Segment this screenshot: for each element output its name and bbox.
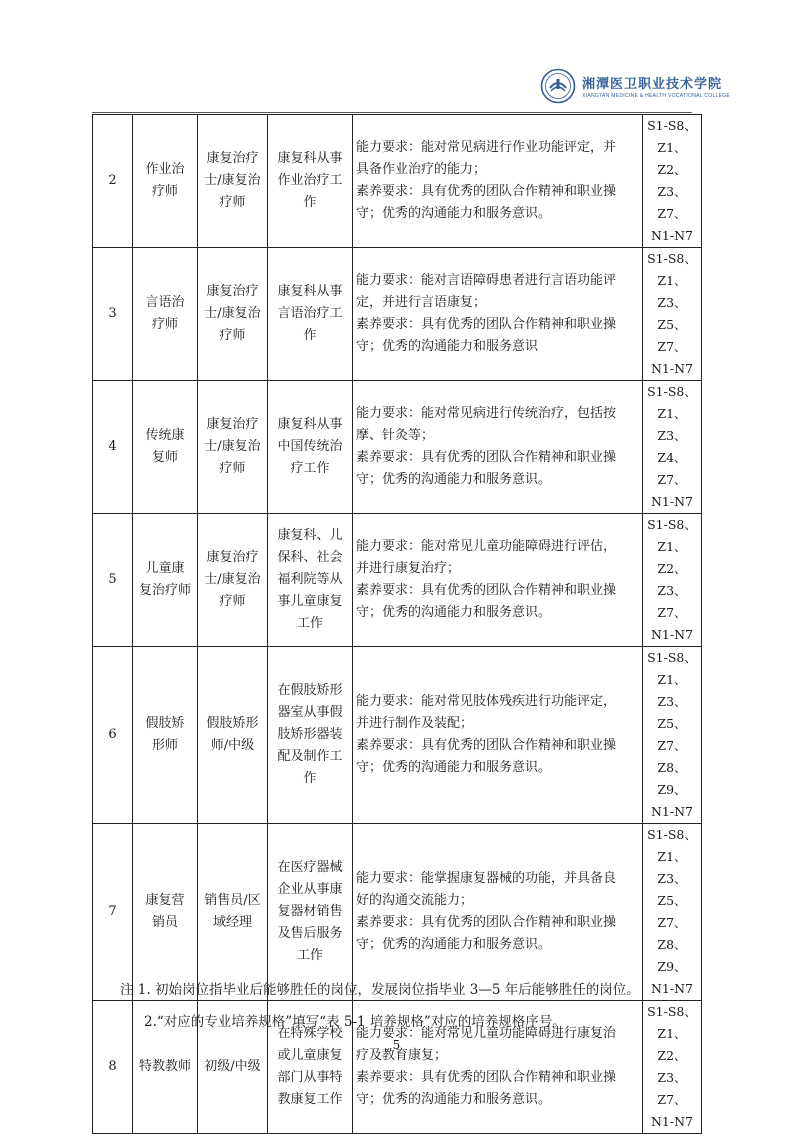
work-area-line: 康复科从事	[277, 284, 343, 299]
post-name	[133, 647, 198, 824]
requirements-line: 守；优秀的沟通能力和服务意识。	[356, 206, 552, 221]
post-level-line: 康复治疗	[206, 417, 259, 432]
post-level-line: 康复治疗	[206, 151, 259, 166]
post-name	[133, 514, 198, 647]
work-area-line: 工作	[296, 616, 323, 631]
spec-codes-line: N1-N7	[650, 228, 693, 243]
spec-codes-line: Z1、Z3、	[657, 672, 687, 709]
work-area-line: 言语治疗工	[277, 306, 343, 321]
spec-codes	[643, 115, 702, 248]
requirements-line: 好的沟通交流能力；	[356, 893, 474, 908]
work-area-line: 作	[303, 771, 317, 786]
spec-codes	[643, 647, 702, 824]
note-1: 注 1. 初始岗位指毕业后能够胜任的岗位，发展岗位指毕业 3—5 年后能够胜任的岗位。	[120, 982, 640, 998]
spec-codes-line: S1-S8、	[647, 1004, 697, 1019]
post-level-line: 士/康复治	[204, 306, 261, 321]
row-number: 2	[93, 115, 133, 248]
work-area-line: 中国传统治	[277, 439, 343, 454]
post-level	[198, 514, 268, 647]
post-name-line: 作业治	[145, 162, 185, 177]
work-area-line: 作	[303, 328, 317, 343]
work-area	[268, 248, 353, 381]
work-area-line: 在假肢矫形	[277, 683, 343, 698]
post-level-line: 疗师	[219, 328, 246, 343]
post-name	[133, 248, 198, 381]
post-name-line: 复师	[151, 450, 178, 465]
spec-codes-line: S1-S8、	[647, 118, 697, 133]
work-area-line: 教康复工作	[277, 1092, 343, 1107]
requirements-line: 能力要求：能对言语障碍患者进行言语功能评	[356, 273, 617, 288]
table-row	[93, 381, 702, 514]
work-area	[268, 514, 353, 647]
requirements-line: 素养要求：具有优秀的团队合作精神和职业操	[356, 1070, 617, 1085]
post-level-line: 疗师	[219, 195, 246, 210]
spec-codes-line: N1-N7	[650, 981, 693, 996]
post-name	[133, 115, 198, 248]
spec-codes-line: S1-S8、	[647, 251, 697, 266]
spec-codes-line: N1-N7	[650, 627, 693, 642]
post-level-line: 初级/中级	[204, 1059, 261, 1074]
college-logo-icon	[540, 68, 576, 104]
spec-codes-line: Z4、Z7、	[657, 450, 687, 487]
requirements-line: 素养要求：具有优秀的团队合作精神和职业操	[356, 450, 617, 465]
spec-codes-line: Z1、Z2、	[657, 1026, 687, 1063]
post-name-line: 疗师	[151, 184, 178, 199]
requirements-line: 素养要求：具有优秀的团队合作精神和职业操	[356, 583, 617, 598]
requirements-line: 能力要求：能对常见儿童功能障碍进行康复治	[356, 1026, 617, 1041]
post-level-line: 假肢矫形	[206, 716, 259, 731]
row-number: 3	[93, 248, 133, 381]
requirements-line: 守；优秀的沟通能力和服务意识。	[356, 937, 552, 952]
requirements-line: 守；优秀的沟通能力和服务意识	[356, 339, 539, 354]
table-row	[93, 647, 702, 824]
work-area-line: 作	[303, 195, 317, 210]
post-name-line: 复治疗师	[138, 583, 191, 598]
post-name-line: 疗师	[151, 317, 178, 332]
work-area-line: 肢矫形器装	[277, 727, 343, 742]
spec-codes-line: Z3、Z7、	[657, 184, 687, 221]
spec-codes-line: N1-N7	[650, 494, 693, 509]
requirements-line: 能力要求：能对常见儿童功能障碍进行评估，	[356, 539, 617, 554]
table-row	[93, 248, 702, 381]
post-name	[133, 381, 198, 514]
work-area-line: 器室从事假	[277, 705, 343, 720]
spec-codes	[643, 514, 702, 647]
work-area-line: 在医疗器械	[277, 860, 343, 875]
row-number: 5	[93, 514, 133, 647]
post-level	[198, 115, 268, 248]
spec-codes-line: N1-N7	[650, 1114, 693, 1129]
work-area-line: 企业从事康	[277, 882, 343, 897]
spec-codes-line: Z1、Z2、	[657, 539, 687, 576]
work-area-line: 事儿童康复	[277, 594, 343, 609]
table-row	[93, 514, 702, 647]
work-area-line: 复器材销售	[277, 904, 343, 919]
requirements-line: 并进行康复治疗；	[356, 561, 461, 576]
requirements-line: 能力要求：能对常见病进行作业功能评定，并	[356, 140, 617, 155]
note-2: 2.“对应的专业培养规格”填写“表 5-1 培养规格”对应的培养规格序号。	[144, 1014, 566, 1030]
table-notes	[120, 974, 720, 1038]
spec-codes-line: Z8、Z9、	[657, 760, 687, 797]
post-name-line: 特教教师	[138, 1059, 191, 1074]
work-area-line: 及售后服务	[277, 926, 343, 941]
spec-codes-line: Z8、Z9、	[657, 937, 687, 974]
post-name-line: 形师	[151, 738, 178, 753]
work-area-line: 或儿童康复	[277, 1048, 343, 1063]
requirements-line: 定，并进行言语康复；	[356, 295, 487, 310]
post-level-line: 域经理	[212, 915, 252, 930]
post-level-line: 疗师	[219, 594, 246, 609]
post-name-line: 销员	[151, 915, 178, 930]
requirements-line: 素养要求：具有优秀的团队合作精神和职业操	[356, 317, 617, 332]
work-area-line: 作业治疗工	[277, 173, 343, 188]
post-level-line: 康复治疗	[206, 550, 259, 565]
requirements-line: 摩、针灸等；	[356, 428, 435, 443]
requirements-line: 素养要求：具有优秀的团队合作精神和职业操	[356, 915, 617, 930]
post-name-line: 康复营	[145, 893, 185, 908]
work-area-line: 疗工作	[290, 461, 330, 476]
work-area	[268, 115, 353, 248]
work-area	[268, 381, 353, 514]
spec-codes-line: S1-S8、	[647, 384, 697, 399]
row-number: 8	[93, 1001, 133, 1134]
header-divider	[92, 112, 692, 113]
post-name-line: 假肢矫	[145, 716, 185, 731]
post-name-line: 儿童康	[145, 561, 185, 576]
spec-codes	[643, 248, 702, 381]
spec-codes-line: S1-S8、	[647, 827, 697, 842]
work-area-line: 福利院等从	[277, 572, 343, 587]
spec-codes-line: Z5、Z7、	[657, 317, 687, 354]
page-header	[540, 64, 740, 108]
spec-codes-line: Z1、Z3、	[657, 849, 687, 886]
requirements	[353, 115, 643, 248]
spec-codes-line: S1-S8、	[647, 650, 697, 665]
spec-codes-line: Z5、Z7、	[657, 716, 687, 753]
work-area-line: 康复科、儿	[277, 528, 343, 543]
college-name-en: XIANGTAN MEDICINE & HEALTH VOCATIONAL COLLEGE	[582, 93, 731, 99]
requirements-line: 能力要求：能对常见病进行传统治疗，包括按	[356, 406, 617, 421]
requirements-line: 能力要求：能掌握康复器械的功能，并具备良	[356, 871, 617, 886]
college-logo-text	[582, 73, 730, 99]
spec-codes-line: Z3、Z7、	[657, 1070, 687, 1107]
post-level	[198, 381, 268, 514]
row-number: 4	[93, 381, 133, 514]
post-level-line: 士/康复治	[204, 173, 261, 188]
work-area-line: 配及制作工	[277, 749, 343, 764]
spec-codes-line: S1-S8、	[647, 517, 697, 532]
post-level-line: 疗师	[219, 461, 246, 476]
requirements	[353, 248, 643, 381]
post-level	[198, 248, 268, 381]
requirements	[353, 514, 643, 647]
work-area-line: 康复科从事	[277, 417, 343, 432]
post-level-line: 师/中级	[210, 738, 255, 753]
row-number: 6	[93, 647, 133, 824]
requirements-line: 素养要求：具有优秀的团队合作精神和职业操	[356, 738, 617, 753]
requirements-line: 具备作业治疗的能力；	[356, 162, 487, 177]
requirements-line: 疗及教育康复；	[356, 1048, 448, 1063]
work-area-line: 在特殊学校	[277, 1026, 343, 1041]
work-area-line: 康复科从事	[277, 151, 343, 166]
spec-codes-line: Z3、Z7、	[657, 583, 687, 620]
requirements-line: 守；优秀的沟通能力和服务意识。	[356, 605, 552, 620]
work-area-line: 工作	[296, 948, 323, 963]
post-name-line: 传统康	[145, 428, 185, 443]
work-area	[268, 647, 353, 824]
work-area-line: 部门从事特	[277, 1070, 343, 1085]
requirements-line: 并进行制作及装配；	[356, 716, 474, 731]
spec-codes-line: Z1、Z2、	[657, 140, 687, 177]
work-area-line: 保科、社会	[277, 550, 343, 565]
spec-codes-line: Z1、Z3、	[657, 406, 687, 443]
requirements	[353, 647, 643, 824]
table-row	[93, 115, 702, 248]
requirements	[353, 381, 643, 514]
spec-codes	[643, 381, 702, 514]
post-level	[198, 647, 268, 824]
spec-codes-line: Z5、Z7、	[657, 893, 687, 930]
spec-codes-line: N1-N7	[650, 804, 693, 819]
requirements-line: 守；优秀的沟通能力和服务意识。	[356, 472, 552, 487]
spec-codes-line: Z1、Z3、	[657, 273, 687, 310]
post-level-line: 士/康复治	[204, 439, 261, 454]
post-level-line: 士/康复治	[204, 572, 261, 587]
requirements-line: 守；优秀的沟通能力和服务意识。	[356, 1092, 552, 1107]
post-level-line: 康复治疗	[206, 284, 259, 299]
college-name-cn: 湘潭医卫职业技术学院	[582, 77, 723, 92]
requirements-line: 守；优秀的沟通能力和服务意识。	[356, 760, 552, 775]
requirements-line: 能力要求：能对常见肢体残疾进行功能评定，	[356, 694, 617, 709]
row-number: 7	[93, 824, 133, 1001]
spec-codes-line: N1-N7	[650, 361, 693, 376]
post-name-line: 言语治	[145, 295, 185, 310]
requirements-line: 素养要求：具有优秀的团队合作精神和职业操	[356, 184, 617, 199]
post-level-line: 销售员/区	[204, 893, 261, 908]
page-number: 5	[392, 1038, 401, 1052]
